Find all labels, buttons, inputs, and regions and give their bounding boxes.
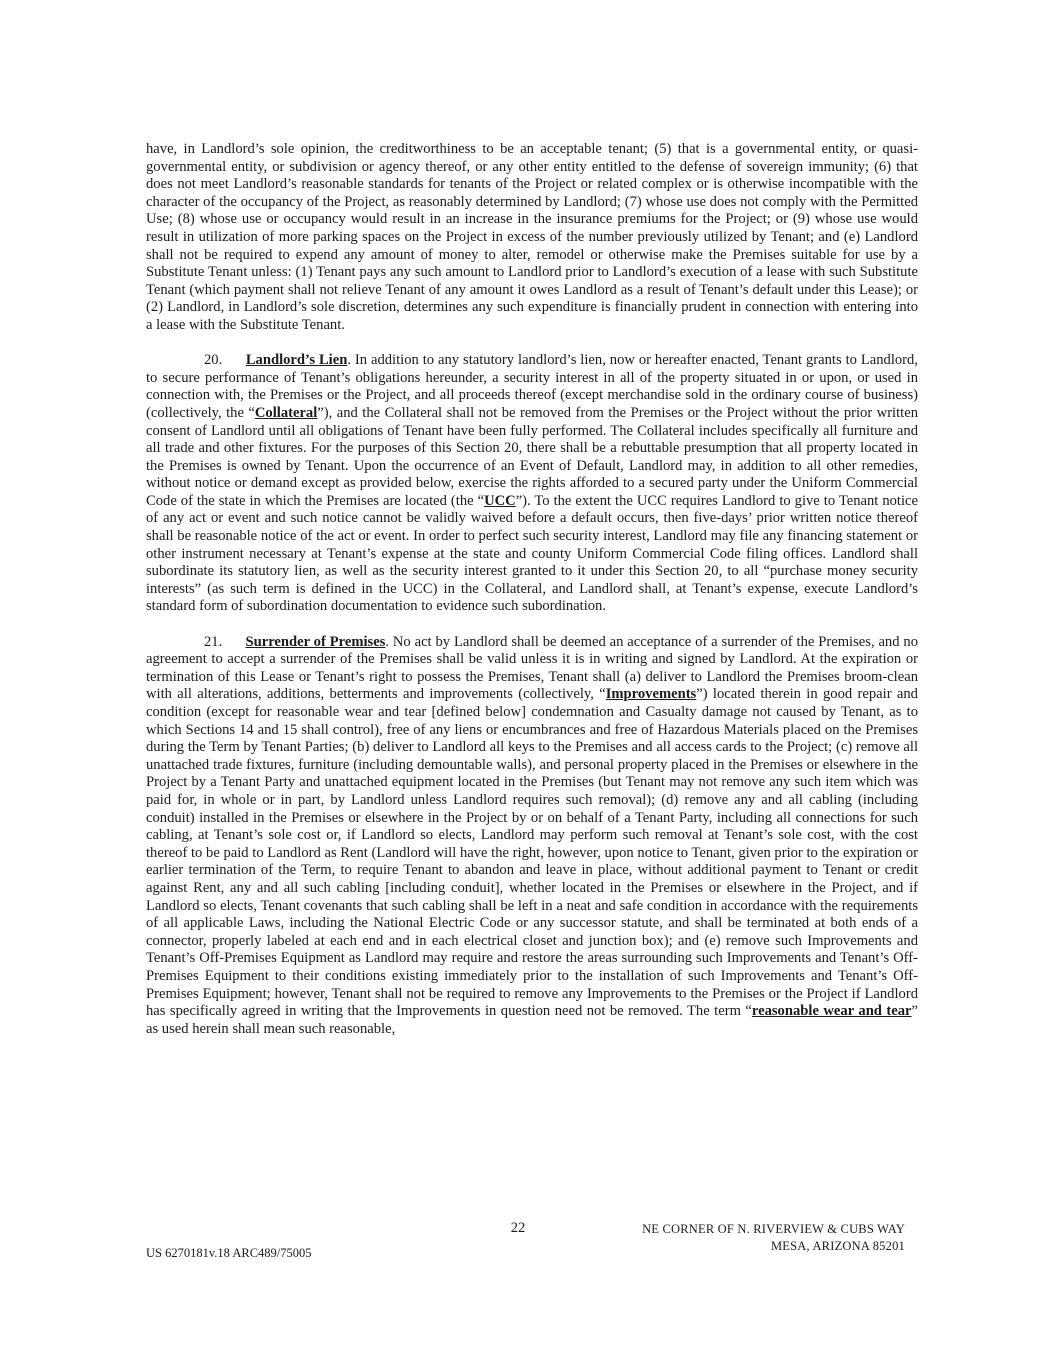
section-20-text-2: ”), and the Collateral shall not be removed from the Premises or the Project without the prior written consent of Landlord until all obligations of Tenant have been fully performed. The Collateral includes specifically all furniture and all trade and other fixtures. For the purposes of this Section 20, there shall be a rebuttable presumption that all property located in the Premises is owned by Tenant. Upon the occurrence of an Event of Default, Landlord may, in addition to all other remedies, without notice or demand except as provided below, exercise the rights afforded to a secured party under the Uniform Commercial Code of the state in which the Premises are located (the “: [146, 404, 918, 509]
term-collateral: Collateral: [254, 404, 318, 421]
section-20-text-3: ”). To the extent the UCC requires Landlord to give to Tenant notice of any act or event and such notice cannot be validly waived before a default occurs, then five-days’ prior written notice thereof shall be reasonable notice of the act or event. In order to perfect such security interest, Landlord may file any financing statement or other instrument necessary at Tenant’s expense at the state and county Uniform Commercial Code filing offices. Landlord shall subordinate its statutory lien, as well as the security interest granted to it under this Section 20, to all “purchase money security interests” (as such term is defined in the UCC) in the Collateral, and Landlord shall, at Tenant’s expense, execute Landlord’s standard form of subordination documentation to evidence such subordination.: [146, 492, 918, 615]
property-address: [642, 1221, 905, 1255]
document-id: US 6270181v.18 ARC489/75005: [146, 1246, 312, 1260]
section-21-number: 21.: [204, 633, 223, 650]
address-line-1: NE CORNER OF N. RIVERVIEW & CUBS WAY: [642, 1222, 905, 1236]
term-improvements: Improvements: [605, 686, 697, 703]
section-21-text-1: . No act by Landlord shall be deemed an acceptance of a surrender of the Premises, and no agreement to accept a surrender of the Premises shall be valid unless it is in writing and signed by Landlord. At the expiration or termination of this Lease or Tenant’s right to possess the Premises, Tenant shall (a) deliver to Landlord the Premises broom-clean with all alterations, additions, betterments and improvements (collectively, “: [146, 633, 918, 703]
section-21-paragraph: [146, 634, 918, 1039]
section-21-text-3: ” as used herein shall mean such reasonable,: [146, 1003, 919, 1037]
section-20-text-1: . In addition to any statutory landlord’s lien, now or hereafter enacted, Tenant grants to Landlord, to secure performance of Tenant’s obligations hereunder, a security interest in all of the property situated in or upon, or used in connection with, the Premises or the Project, and all proceeds thereof (except merchandise sold in the ordinary course of business) (collectively, the “: [146, 352, 918, 421]
section-21-heading: Surrender of Premises: [245, 633, 386, 650]
page-number: 22: [510, 1220, 526, 1236]
address-line-2: MESA, ARIZONA 85201: [770, 1239, 905, 1253]
term-ucc: UCC: [484, 492, 516, 509]
section-20-paragraph: [146, 352, 918, 616]
term-reasonable-wear-and-tear: reasonable wear and tear: [751, 1003, 912, 1020]
document-body: [146, 141, 918, 1038]
section-20-number: 20.: [204, 352, 223, 369]
continuation-paragraph: [146, 141, 918, 335]
continuation-text: have, in Landlord’s sole opinion, the creditworthiness to be an acceptable tenant; (5) that is a governmental entity, or quasi-governmental entity, or subdivision or agency thereof, or any other entity entitled to the defense of sovereign immunity; (6) that does not meet Landlord’s reasonable standards for tenants of the Project or related complex or is otherwise incompatible with the character of the occupancy of the Project, as reasonably determined by Landlord; (7) whose use does not comply with the Permitted Use; (8) whose use or occupancy would result in an increase in the insurance premiums for the Project; or (9) whose use would result in utilization of more parking spaces on the Project in excess of the number previously utilized by Tenant; and (e) Landlord shall not be required to expend any amount of money to alter, remodel or otherwise make the Premises suitable for use by a Substitute Tenant unless: (1) Tenant pays any such amount to Landlord prior to Landlord’s execution of a lease with such Substitute Tenant (which payment shall not relieve Tenant of any amount it owes Landlord as a result of Tenant’s default under this Lease); or (2) Landlord, in Landlord’s sole discretion, determines any such expenditure is financially prudent in connection with entering into a lease with the Substitute Tenant.: [146, 141, 918, 333]
section-20-heading: Landlord’s Lien: [245, 352, 348, 369]
section-21-text-2: ”) located therein in good repair and condition (except for reasonable wear and tear [defined below] condemnation and Casualty damage not caused by Tenant, as to which Sections 14 and 15 shall control), free of any liens or encumbrances and free of Hazardous Materials placed on the Premises during the Term by Tenant Parties; (b) deliver to Landlord all keys to the Premises and all access cards to the Project; (c) remove all unattached trade fixtures, furniture (including demountable walls), and personal property placed in the Premises or elsewhere in the Project by a Tenant Party and unattached equipment located in the Premises (but Tenant may not remove any such item which was paid for, in whole or in part, by Landlord unless Landlord requires such removal); (d) remove any and all cabling (including conduit) installed in the Premises or elsewhere in the Project by or on behalf of a Tenant Party, including all connections for such cabling, at Tenant’s sole cost or, if Landlord so elects, Landlord may perform such removal at Tenant’s sole cost, with the cost thereof to be paid to Landlord as Rent (Landlord will have the right, however, upon notice to Tenant, given prior to the expiration or earlier termination of the Term, to require Tenant to abandon and leave in place, without additional payment to Tenant or credit against Rent, any and all such cabling [including conduit], whether located in the Premises or elsewhere in the Project, and if Landlord so elects, Tenant covenants that such cabling shall be left in a neat and safe condition in accordance with the requirements of all applicable Laws, including the National Electric Code or any successor statute, and shall be terminated at both ends of a connector, properly labeled at each end and in each electrical closet and junction box); and (e) remove such Improvements and Tenant’s Off-Premises Equipment as Landlord may require and restore the areas surrounding such Improvements and Tenant’s Off-Premises Equipment to their conditions existing immediately prior to the installation of such Improvements and Tenant’s Off-Premises Equipment; however, Tenant shall not be required to remove any Improvements to the Premises or the Project if Landlord has specifically agreed in writing that the Improvements in question need not be removed. The term “: [146, 686, 918, 1020]
